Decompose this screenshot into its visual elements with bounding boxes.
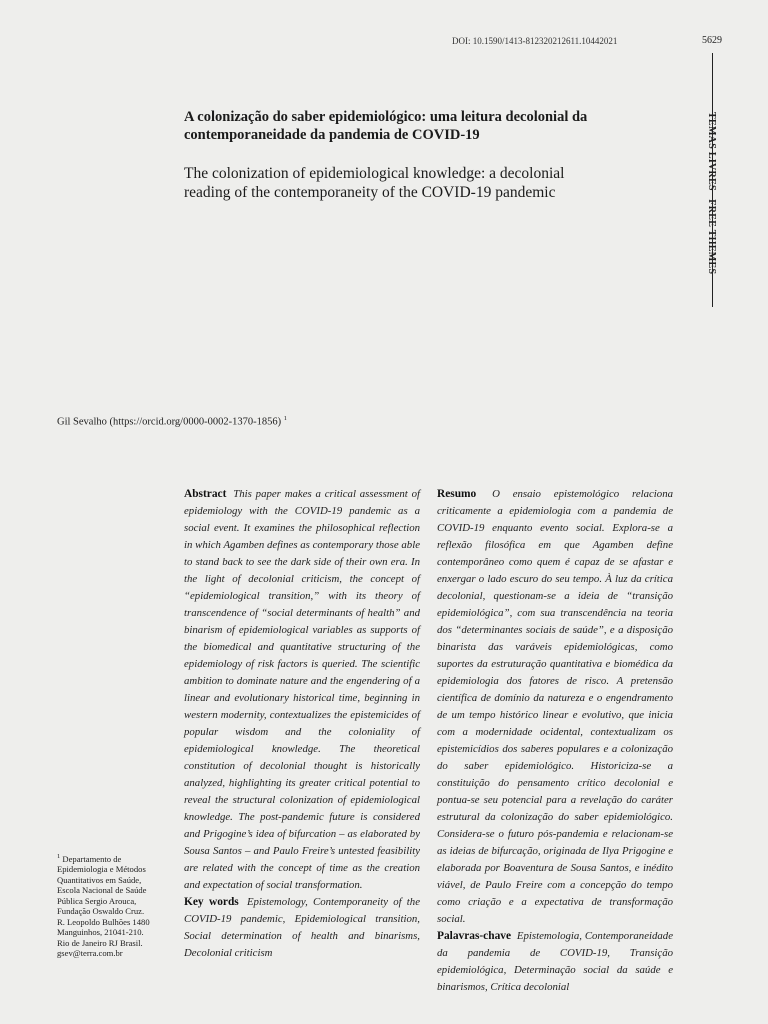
author-sup: 1 bbox=[283, 415, 287, 422]
affiliation-line: Pública Sergio Arouca, bbox=[57, 895, 137, 906]
affiliation-email: gsev@terra.com.br bbox=[57, 948, 123, 959]
abstract-text: This paper makes a critical assessment of epidemiology with the COVID-19 pandemic as a social event. It examines the philosophical reflection in which Agamben defines as contemporary those able to stand back to see the dark side of their own era. In the light of decolonial criticism, the concept of “epidemiological transition,” with its theory of transcendence of “social determinants of health” and binarism of epidemiological variables as supports of the biomedical and quantitative structuring of the epidemiology of risk factors is queried. The scientific ambition to dominate nature and the engendering of a linear and evolutionary historical time, beginning in western modernity, contextualizes the epistemicides of popular wisdom and the coloniality of epidemiological knowledge. The theoretical constitution of decolonial thought is historically analyzed, highlighting its greater critical potential to reveal the structural colonization of epidemiological knowledge. The post-pandemic future is considered and Prigogine’s idea of bifurcation – as elaborated by Sousa Santos – and Paulo Freire’s untested feasibility are related with the concept of time as the creation and expectation of social transformation. bbox=[184, 488, 421, 891]
affiliation-line: Fundação Oswaldo Cruz. bbox=[57, 906, 145, 917]
resumo-text: O ensaio epistemológico relaciona criticamente a epidemiologia com a pandemia de COVID-19 enquanto evento social. Explora-se a reflexão filosófica em que Agamben define contemporâneo como quem é capaz de se afastar e enxergar o lado escuro do seu tempo. À luz da crítica decolonial, questionam-se a ideia de “transição epidemiológica”, com sua transcendência na teoria dos “determinantes sociais de saúde”, e a disposição binarista das varáveis epidemiológicas, como suportes da estruturação quantitativa e biomédica da epidemiologia dos fatores de risco. A pretensão científica de domínio da natureza e o engendramento de um tempo histórico linear e evolutivo, que inicia com a modernidade ocidental, contextualizam os epistemicídios dos saberes populares e a colonização do saber epidemiológico. Historiciza-se a constituição do pensamento crítico decolonial e pontua-se seu potencial para a revelação do caráter estrutural da colonização do saber epidemiológico. Considera-se o futuro pós-pandemia e relacionam-se as ideias de bifurcação, originada de Ilya Prigogine e elaborada por Boaventura de Sousa Santos, e inédito viável, de Paulo Freire com a concepção do tempo como criação e a expectativa de transformação social. bbox=[437, 488, 673, 925]
resumo-paragraph bbox=[437, 486, 673, 928]
author-name: Gil Sevalho (https://orcid.org/0000-0002-1370-1856) bbox=[57, 416, 282, 428]
page-number: 5629 bbox=[702, 35, 722, 46]
affiliation-line: R. Leopoldo Bulhões 1480 bbox=[57, 916, 150, 927]
palavras-chave-paragraph bbox=[437, 928, 673, 996]
affiliation bbox=[57, 852, 177, 959]
title-portuguese: A colonização do saber epidemiológico: uma leitura decolonial da contemporaneidade da pandemia de COVID-19 bbox=[184, 109, 588, 143]
affiliation-line: Quantitativos em Saúde, bbox=[57, 874, 142, 885]
abstract-column bbox=[184, 486, 420, 962]
affiliation-line: Epidemiologia e Métodos bbox=[57, 864, 146, 875]
keywords-paragraph bbox=[184, 894, 420, 962]
affiliation-line: Departamento de bbox=[62, 853, 122, 864]
keywords-text: Epistemology, Contemporaneity of the COVID-19 pandemic, Epidemiological transition, Social determination of health and binarisms, Decolonial criticism bbox=[184, 896, 420, 959]
title-english: The colonization of epidemiological knowledge: a decolonial reading of the contemporaneity of the COVID-19 pandemic bbox=[184, 165, 565, 201]
author-line bbox=[57, 415, 287, 428]
affiliation-line: Rio de Janeiro RJ Brasil. bbox=[57, 937, 143, 948]
affiliation-sup: 1 bbox=[57, 853, 61, 860]
section-label: TEMAS LIVRES FREE THEMES bbox=[706, 112, 717, 275]
affiliation-line: Escola Nacional de Saúde bbox=[57, 885, 147, 896]
abstract-label: Abstract bbox=[184, 488, 227, 500]
abstract-paragraph bbox=[184, 486, 420, 894]
doi-line: DOI: 10.1590/1413-812320212611.10442021 bbox=[452, 36, 618, 46]
keywords-label: Key words bbox=[184, 896, 239, 908]
palavras-chave-label: Palavras-chave bbox=[437, 930, 512, 942]
affiliation-line: Manguinhos, 21041-210. bbox=[57, 927, 144, 938]
resumo-label: Resumo bbox=[437, 488, 477, 500]
resumo-column bbox=[437, 486, 673, 996]
palavras-chave-text: Epistemologia, Contemporaneidade da pandemia de COVID-19, Transição epidemiológica, Determinação social da saúde e binarismos, Crítica decolonial bbox=[437, 930, 673, 993]
